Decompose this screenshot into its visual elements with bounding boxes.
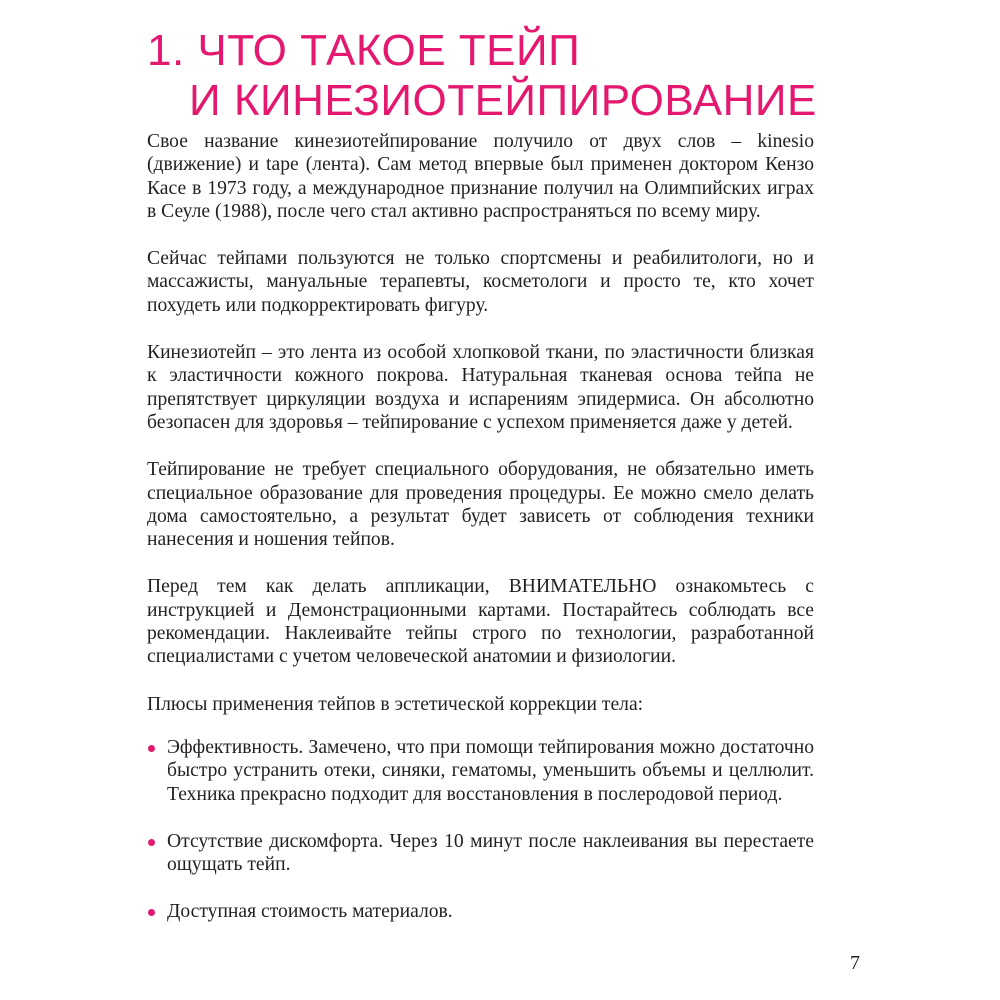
paragraph-no-equipment: Тейпирование не требует специального оборудования, не обязательно иметь специальное образование для проведения процедуры. Ее можно смело делать дома самостоятельно, а результат будет зависеть от соблюдения техники нанесения и ношения тейпов. xyxy=(147,459,814,551)
body-text xyxy=(147,130,814,948)
paragraph-kinesiotape: Кинезиотейп – это лента из особой хлопковой ткани, по эластичности близкая к эластичности кожного покрова. Натуральная тканевая основа тейпа не препятствует циркуляции воздуха и испарениям эпидермиса. Он абсолютно безопасен для здоровья – тейпирование с успехом применяется даже у детей. xyxy=(147,342,814,433)
paragraph-instructions: Перед тем как делать аппликации, ВНИМАТЕЛЬНО ознакомьтесь с инструкцией и Демонстрационными картами. Постарайтесь соблюдать все рекомендации. Наклеивайте тейпы строго по технологии, разработанной специалистами с учетом человеческой анатомии и физиологии. xyxy=(147,576,814,668)
list-item-text: Доступная стоимость материалов. xyxy=(167,901,453,923)
bullet-icon xyxy=(148,909,155,916)
bullet-icon xyxy=(148,839,155,846)
list-item-text: Эффективность. Замечено, что при помощи тейпирования можно достаточно быстро устранить отеки, синяки, гематомы, уменьшить объемы и целлюлит. Техника прекрасно подходит для восстановления в послеродовой период. xyxy=(167,736,814,805)
list-item xyxy=(147,830,814,877)
list-item-text: Отсутствие дискомфорта. Через 10 минут после наклеивания вы перестаете ощущать тейп. xyxy=(167,830,814,876)
list-item xyxy=(147,900,814,923)
chapter-title-line-2: И КИНЕЗИОТЕЙПИРОВАНИЕ xyxy=(189,76,817,125)
list-item xyxy=(147,736,814,806)
benefits-list xyxy=(147,736,814,924)
page-number: 7 xyxy=(850,952,860,974)
list-intro: Плюсы применения тейпов в эстетической коррекции тела: xyxy=(147,693,644,715)
bullet-icon xyxy=(148,745,155,752)
paragraph-users: Сейчас тейпами пользуются не только спортсмены и реабилитологи, но и массажисты, мануальные терапевты, косметологи и просто те, кто хочет похудеть или подкорректировать фигуру. xyxy=(147,248,814,316)
chapter-title-line-1: 1. ЧТО ТАКОЕ ТЕЙП xyxy=(147,26,581,75)
paragraph-origin: Свое название кинезиотейпирование получило от двух слов – kinesio (движение) и tape (лента). Сам метод впервые был применен доктором Кензо Касе в 1973 году, а международное признание получил на Олимпийских играх в Сеуле (1988), после чего стал активно распространяться по всему миру. xyxy=(147,131,814,222)
chapter-title xyxy=(147,26,817,126)
